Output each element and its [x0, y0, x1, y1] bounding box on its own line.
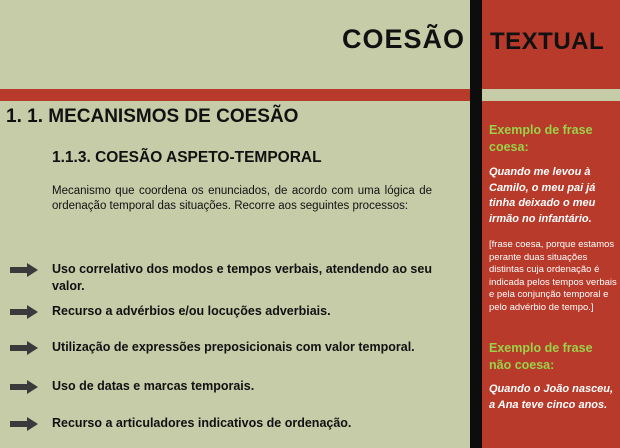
- list-item: [10, 339, 452, 356]
- list-item-text: Uso correlativo dos modos e tempos verbais, atendendo ao seu valor.: [52, 262, 432, 293]
- right-arrow-icon: [10, 263, 38, 277]
- list-item: [10, 415, 452, 432]
- list-item-text: Recurso a articuladores indicativos de ordenação.: [52, 416, 352, 430]
- example-coesa-note: [frase coesa, porque estamos perante duas situações distintas cuja ordenação é indicada pelos tempos verbais e pela conjunção temporal e pelo advérbio de tempo.]: [489, 239, 617, 313]
- example-coesa-label: Exemplo de frase coesa:: [489, 123, 593, 154]
- list-item: [10, 261, 452, 295]
- right-arrow-icon: [10, 341, 38, 355]
- example-nao-coesa-label: Exemplo de frase não coesa:: [489, 341, 593, 372]
- accent-stripe-right: [482, 89, 620, 101]
- accent-stripe-left: [0, 89, 470, 101]
- subsection-heading: 1.1.3. COESÃO ASPETO-TEMPORAL: [52, 149, 322, 166]
- title-left: COESÃO: [341, 24, 465, 54]
- example-nao-coesa-text: Quando o João nasceu, a Ana teve cinco anos.: [489, 383, 614, 411]
- vertical-divider: [470, 0, 482, 448]
- list-item-text: Uso de datas e marcas temporais.: [52, 379, 255, 393]
- title-right: TEXTUAL: [490, 28, 605, 55]
- list-item: [10, 303, 452, 320]
- right-arrow-icon: [10, 305, 38, 319]
- right-arrow-icon: [10, 380, 38, 394]
- list-item-text: Utilização de expressões preposicionais com valor temporal.: [52, 340, 415, 354]
- intro-paragraph: Mecanismo que coordena os enunciados, de acordo com uma lógica de ordenação temporal das situações. Recorre aos seguintes processos:: [52, 185, 432, 212]
- list-item: [10, 378, 452, 395]
- list-item-text: Recurso a advérbios e/ou locuções adverbiais.: [52, 304, 331, 318]
- right-arrow-icon: [10, 417, 38, 431]
- section-heading: 1. 1. MECANISMOS DE COESÃO: [6, 106, 299, 127]
- example-coesa-text: Quando me levou à Camilo, o meu pai já tinha deixado o meu irmão no infantário.: [489, 166, 596, 225]
